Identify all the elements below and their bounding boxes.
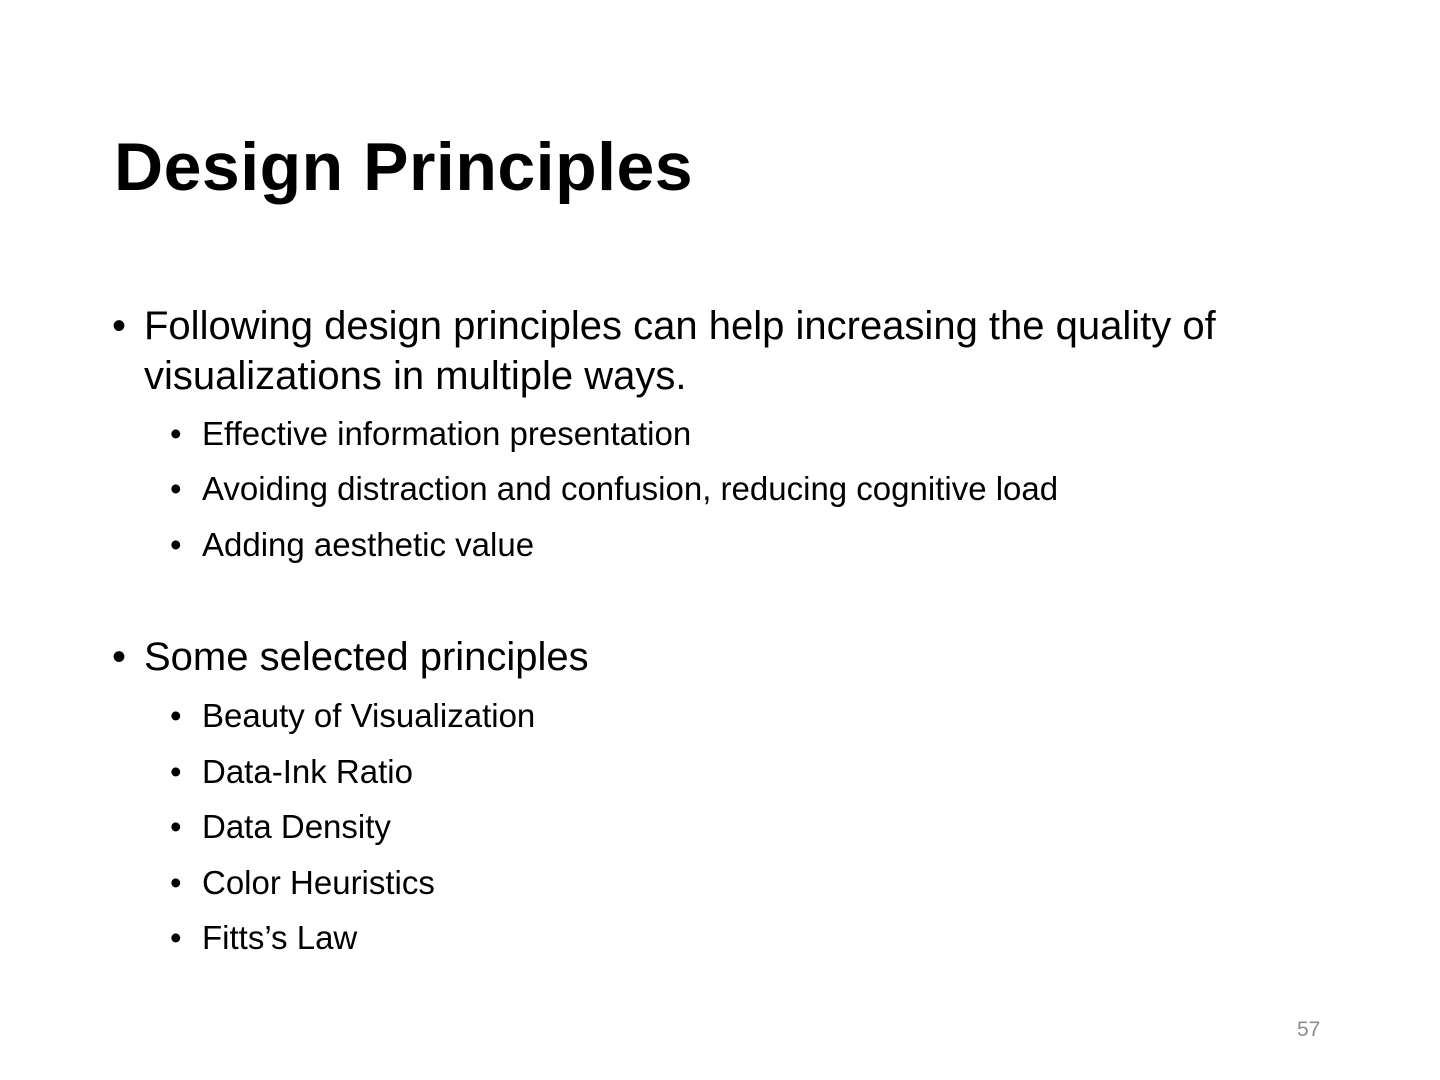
- bullet-icon: •: [112, 304, 127, 348]
- bullet-icon: •: [170, 808, 182, 845]
- bullet-item-level2: [170, 696, 535, 736]
- bullet-icon: •: [112, 635, 127, 679]
- bullet-item-level2: [170, 414, 691, 454]
- bullet-text: Following design principles can help increasing the quality of visualizations in multiple ways.: [144, 304, 1216, 398]
- page-number: 57: [1297, 1018, 1321, 1041]
- slide-title: Design Principles: [114, 129, 694, 205]
- bullet-item-level2: [170, 469, 1058, 509]
- bullet-icon: •: [170, 919, 182, 956]
- bullet-text: Some selected principles: [144, 635, 589, 679]
- bullet-icon: •: [170, 697, 182, 734]
- bullet-item-level2: [170, 752, 413, 792]
- bullet-text: Color Heuristics: [202, 864, 435, 901]
- bullet-text: Avoiding distraction and confusion, reducing cognitive load: [202, 470, 1059, 507]
- bullet-text: Data-Ink Ratio: [202, 753, 413, 790]
- bullet-icon: •: [170, 864, 182, 901]
- bullet-item-level2: [170, 807, 391, 847]
- bullet-icon: •: [170, 753, 182, 790]
- bullet-text: Beauty of Visualization: [202, 697, 536, 734]
- bullet-text: Fitts’s Law: [202, 919, 358, 956]
- bullet-item-level1: [112, 632, 1342, 682]
- bullet-icon: •: [170, 526, 182, 563]
- bullet-text: Adding aesthetic value: [202, 526, 535, 563]
- bullet-item-level1: [112, 301, 1342, 401]
- bullet-item-level2: [170, 863, 435, 903]
- bullet-text: Effective information presentation: [202, 415, 692, 452]
- bullet-icon: •: [170, 415, 182, 452]
- bullet-icon: •: [170, 470, 182, 507]
- bullet-text: Data Density: [202, 808, 391, 845]
- bullet-item-level2: [170, 525, 534, 565]
- bullet-item-level2: [170, 918, 357, 958]
